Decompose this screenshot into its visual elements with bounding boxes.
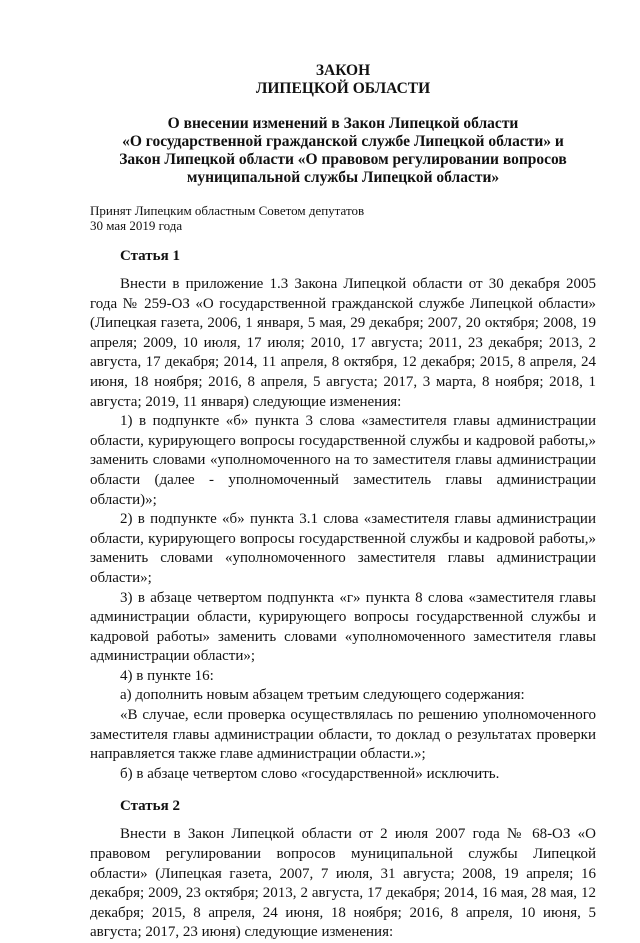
article-2-heading: Статья 2 [120, 798, 180, 815]
subtitle-line-1: О внесении изменений в Закон Липецкой области [167, 115, 519, 132]
article-1-paragraph: 2) в подпункте «б» пункта 3.1 слова «заместителя главы администрации области, курирующего вопросы государственной службы и кадровой работы,» заменить словами «уполномоченного заместителя главы администрации области»; [90, 511, 596, 586]
article-1-paragraph: «В случае, если проверка осуществлялась по решению уполномоченного заместителя главы администрации области, то доклад о результатах проверки направляется также главе администрации области.»; [90, 707, 596, 763]
article-1-body [90, 275, 596, 784]
adoption-body: Принят Липецким областным Советом депутатов [90, 203, 365, 218]
subtitle-line-4: муниципальной службы Липецкой области» [186, 169, 500, 186]
article-1-paragraph: 4) в пункте 16: [120, 667, 214, 684]
subtitle-line-2: «О государственной гражданской службе Липецкой области» и [122, 133, 564, 150]
adoption-date: 30 мая 2019 года [90, 218, 183, 233]
adoption-note [90, 203, 596, 233]
article-1-paragraph: 1) в подпункте «б» пункта 3 слова «заместителя главы администрации области, курирующего вопросы государственной службы и кадровой работы,» заменить словами «уполномоченного на то заместителя главы администрации области (далее - уполномоченный заместитель главы администрации области)»; [90, 413, 596, 508]
law-subtitle [90, 115, 596, 187]
article-2-body [90, 825, 596, 943]
article-1-paragraph: б) в абзаце четвертом слово «государственной» исключить. [120, 765, 500, 782]
article-1-heading: Статья 1 [120, 248, 180, 264]
article-1-paragraph: а) дополнить новым абзацем третьим следующего содержания: [120, 687, 525, 704]
subtitle-line-3: Закон Липецкой области «О правовом регулировании вопросов [119, 151, 567, 168]
law-title-line-1: ЗАКОН [315, 62, 371, 79]
article-1-paragraph: Внести в приложение 1.3 Закона Липецкой области от 30 декабря 2005 года № 259-ОЗ «О государственной гражданской службе Липецкой области» (Липецкая газета, 2006, 1 января, 5 мая, 29 декабря; 2007, 20 октября; 2008, 19 апреля; 2009, 10 июля, 17 июля; 2010, 17 августа; 2011, 23 декабря; 2013, 2 августа, 17 декабря; 2014, 11 апреля, 8 октября, 12 декабря; 2015, 8 апреля, 24 июня, 18 ноября; 2016, 8 апреля, 5 августа; 2017, 3 марта, 8 ноября; 2018, 1 августа; 2019, 11 января) следующие изменения: [90, 276, 596, 410]
law-title-line-2: ЛИПЕЦКОЙ ОБЛАСТИ [255, 80, 431, 97]
article-2-paragraph: Внести в Закон Липецкой области от 2 июля 2007 года № 68-ОЗ «О правовом регулировании вопросов муниципальной службы Липецкой области» (Липецкая газета, 2007, 7 июля, 31 августа; 2008, 19 апреля; 16 декабря; 2009, 23 октября; 2013, 2 августа, 17 декабря; 2014, 16 мая, 28 мая, 12 декабря; 2015, 8 апреля, 24 июня, 18 ноября; 2016, 8 апреля, 10 июня, 5 августа; 2017, 23 июня) следующие изменения: [90, 826, 596, 941]
article-1-paragraph: 3) в абзаце четвертом подпункта «г» пункта 8 слова «заместителя главы администрации области, курирующего вопросы государственной службы и кадровой работы» заменить словами «уполномоченного заместителя главы администрации области»; [90, 589, 596, 665]
